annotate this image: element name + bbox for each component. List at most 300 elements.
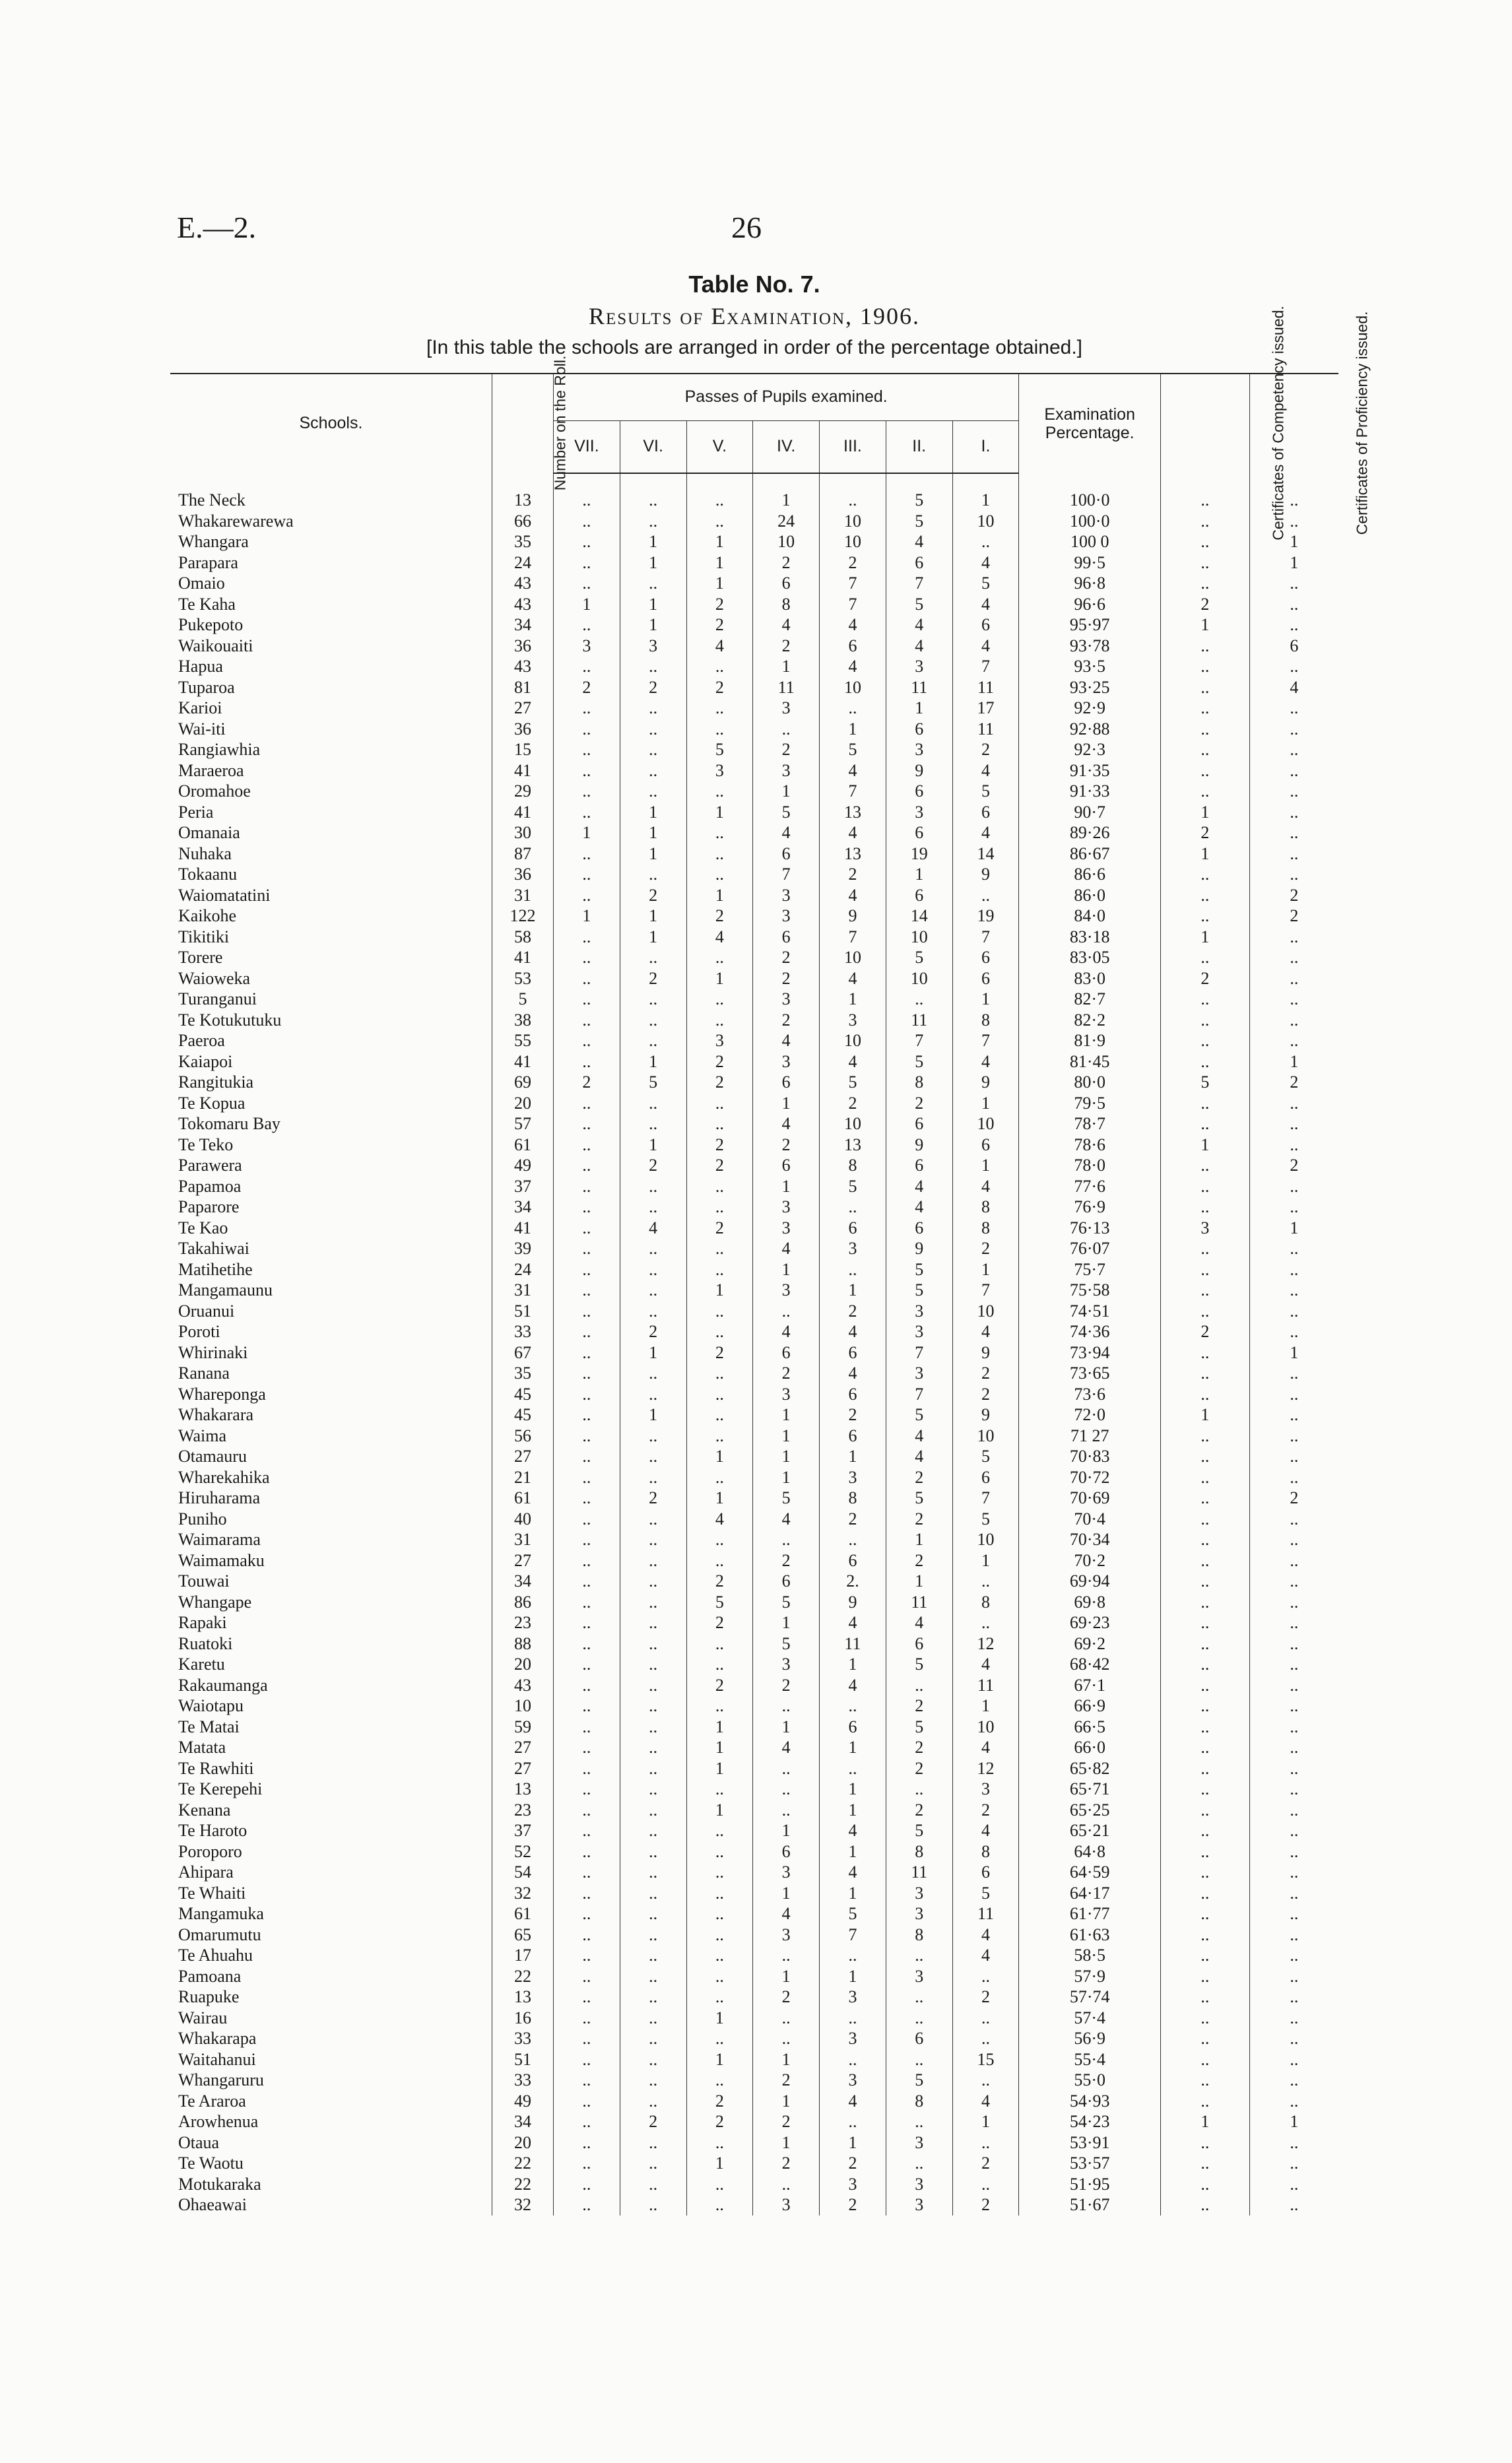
table-row xyxy=(170,1218,1338,1239)
grade-iv-cell: 7 xyxy=(753,864,820,885)
competency-cell: .. xyxy=(1161,1633,1250,1655)
competency-cell: 3 xyxy=(1161,1218,1250,1239)
percentage-cell: 70·72 xyxy=(1019,1467,1161,1488)
proficiency-cell: 2 xyxy=(1290,1488,1299,1507)
proficiency-cell: .. xyxy=(1290,1613,1299,1632)
grade-ii-cell: 7 xyxy=(886,1342,952,1363)
percentage-cell: 71 27 xyxy=(1019,1426,1161,1447)
grade-iii-cell: 1 xyxy=(820,1966,886,1987)
grade-vii-cell: .. xyxy=(554,1820,620,1841)
grade-v-cell: 5 xyxy=(686,739,753,760)
grade-vi-cell: .. xyxy=(620,1695,686,1717)
proficiency-cell: .. xyxy=(1290,1197,1299,1216)
roll-cell: 45 xyxy=(492,1384,553,1405)
grade-iv-cell: 1 xyxy=(753,1176,820,1197)
roll-cell: 65 xyxy=(492,1924,553,1946)
roll-cell: 20 xyxy=(492,2132,553,2153)
school-cell xyxy=(170,1862,492,1883)
percentage-cell: 66·0 xyxy=(1019,1737,1161,1758)
grade-i-cell: 4 xyxy=(952,760,1019,781)
grade-vi-cell: 1 xyxy=(620,1342,686,1363)
grade-vii-cell: .. xyxy=(554,947,620,968)
roll-cell: 22 xyxy=(492,2174,553,2195)
competency-cell: .. xyxy=(1161,473,1250,511)
header-grade-v: V. xyxy=(686,421,753,474)
proficiency-cell: .. xyxy=(1290,1862,1299,1882)
school-name: Ahipara xyxy=(178,1862,234,1882)
grade-vi-cell: .. xyxy=(620,1030,686,1051)
roll-cell: 5 xyxy=(492,989,553,1010)
grade-v-cell: .. xyxy=(686,719,753,740)
table-row xyxy=(170,1654,1338,1675)
grade-iv-cell: 2 xyxy=(753,636,820,657)
grade-v-cell: 1 xyxy=(686,2153,753,2174)
school-name: Te Araroa xyxy=(178,2091,246,2111)
school-cell xyxy=(170,1945,492,1966)
proficiency-cell: .. xyxy=(1290,1738,1299,1757)
grade-ii-cell: 4 xyxy=(886,636,952,657)
grade-iii-cell: .. xyxy=(820,2008,886,2029)
grade-iii-cell: 13 xyxy=(820,1134,886,1156)
grade-iv-cell: 2 xyxy=(753,1363,820,1384)
grade-iv-cell: 5 xyxy=(753,1592,820,1613)
grade-iv-cell: 4 xyxy=(753,1903,820,1924)
table-row xyxy=(170,531,1338,552)
grade-v-cell: .. xyxy=(686,1862,753,1883)
school-name: Wharekahika xyxy=(178,1467,270,1487)
grade-vii-cell: .. xyxy=(554,2153,620,2174)
competency-cell: .. xyxy=(1161,1883,1250,1904)
competency-cell: .. xyxy=(1161,1924,1250,1946)
grade-vii-cell: .. xyxy=(554,1717,620,1738)
grade-v-cell: .. xyxy=(686,1550,753,1571)
proficiency-cell: .. xyxy=(1290,1114,1299,1133)
roll-cell: 34 xyxy=(492,614,553,636)
roll-cell: 27 xyxy=(492,1737,553,1758)
grade-vi-cell: .. xyxy=(620,573,686,594)
grade-vi-cell: .. xyxy=(620,1363,686,1384)
competency-cell: .. xyxy=(1161,1259,1250,1280)
table-row xyxy=(170,1467,1338,1488)
roll-cell: 58 xyxy=(492,927,553,948)
proficiency-cell: 2 xyxy=(1290,1072,1299,1092)
grade-i-cell: 1 xyxy=(952,1259,1019,1280)
school-name: Waiomatatini xyxy=(178,885,271,905)
grade-v-cell: 5 xyxy=(686,1592,753,1613)
school-name: Motukaraka xyxy=(178,2174,261,2194)
grade-vii-cell: .. xyxy=(554,1654,620,1675)
competency-cell: .. xyxy=(1161,2070,1250,2091)
grade-iii-cell: 10 xyxy=(820,947,886,968)
competency-cell: .. xyxy=(1161,1446,1250,1467)
school-cell xyxy=(170,2153,492,2174)
grade-i-cell: 4 xyxy=(952,822,1019,843)
grade-ii-cell: 6 xyxy=(886,822,952,843)
grade-i-cell: 6 xyxy=(952,802,1019,823)
grade-ii-cell: 5 xyxy=(886,594,952,615)
grade-v-cell: 1 xyxy=(686,1800,753,1821)
table-row xyxy=(170,1321,1338,1342)
grade-ii-cell: .. xyxy=(886,2111,952,2132)
percentage-cell: 54·23 xyxy=(1019,2111,1161,2132)
table-row xyxy=(170,968,1338,989)
grade-iii-cell: 4 xyxy=(820,760,886,781)
school-name: Waimarama xyxy=(178,1530,261,1549)
percentage-cell: 66·9 xyxy=(1019,1695,1161,1717)
grade-iii-cell: .. xyxy=(820,473,886,511)
competency-cell: 5 xyxy=(1161,1072,1250,1093)
table-row xyxy=(170,2111,1338,2132)
grade-iv-cell: 6 xyxy=(753,1155,820,1176)
percentage-cell: 65·71 xyxy=(1019,1779,1161,1800)
roll-cell: 13 xyxy=(492,1779,553,1800)
grade-v-cell: 2 xyxy=(686,1612,753,1633)
school-name: Omarumutu xyxy=(178,1924,261,1944)
table-row xyxy=(170,947,1338,968)
table-row xyxy=(170,1363,1338,1384)
grade-iv-cell: 8 xyxy=(753,594,820,615)
proficiency-cell: .. xyxy=(1290,802,1299,822)
grade-i-cell: 6 xyxy=(952,614,1019,636)
grade-i-cell: 5 xyxy=(952,1509,1019,1530)
school-name: Otamauru xyxy=(178,1447,247,1466)
competency-cell: .. xyxy=(1161,1093,1250,1114)
school-name: Parawera xyxy=(178,1156,242,1175)
grade-ii-cell: 5 xyxy=(886,511,952,532)
grade-vii-cell: .. xyxy=(554,1633,620,1655)
grade-ii-cell: .. xyxy=(886,2049,952,2070)
roll-cell: 69 xyxy=(492,1072,553,1093)
competency-cell: .. xyxy=(1161,1467,1250,1488)
grade-v-cell: .. xyxy=(686,1529,753,1550)
grade-vi-cell: .. xyxy=(620,2070,686,2091)
grade-vi-cell: .. xyxy=(620,2132,686,2153)
grade-ii-cell: 14 xyxy=(886,905,952,927)
competency-cell: 1 xyxy=(1161,1134,1250,1156)
grade-ii-cell: 6 xyxy=(886,1633,952,1655)
grade-iv-cell: 1 xyxy=(753,1883,820,1904)
grade-vi-cell: .. xyxy=(620,1509,686,1530)
grade-iv-cell: .. xyxy=(753,1695,820,1717)
grade-ii-cell: 8 xyxy=(886,1841,952,1862)
school-cell xyxy=(170,1509,492,1530)
grade-i-cell: 1 xyxy=(952,1155,1019,1176)
grade-iv-cell: 5 xyxy=(753,802,820,823)
grade-vii-cell: 1 xyxy=(554,905,620,927)
page-number: 26 xyxy=(731,211,762,244)
school-cell xyxy=(170,656,492,677)
grade-v-cell: 3 xyxy=(686,760,753,781)
table-row xyxy=(170,1695,1338,1717)
school-name: Paeroa xyxy=(178,1031,225,1050)
roll-cell: 31 xyxy=(492,1529,553,1550)
grade-iii-cell: 7 xyxy=(820,927,886,948)
roll-cell: 61 xyxy=(492,1134,553,1156)
grade-ii-cell: 6 xyxy=(886,2028,952,2049)
grade-ii-cell: 3 xyxy=(886,1301,952,1322)
grade-vii-cell: .. xyxy=(554,1030,620,1051)
percentage-cell: 69·23 xyxy=(1019,1612,1161,1633)
proficiency-cell: .. xyxy=(1290,2049,1299,2069)
proficiency-cell: .. xyxy=(1290,1987,1299,2006)
grade-vii-cell: .. xyxy=(554,1966,620,1987)
percentage-cell: 57·9 xyxy=(1019,1966,1161,1987)
grade-vi-cell: .. xyxy=(620,1592,686,1613)
grade-iv-cell: 3 xyxy=(753,1384,820,1405)
grade-i-cell: 3 xyxy=(952,1779,1019,1800)
roll-cell: 31 xyxy=(492,1280,553,1301)
roll-cell: 16 xyxy=(492,2008,553,2029)
grade-vi-cell: .. xyxy=(620,1446,686,1467)
grade-ii-cell: .. xyxy=(886,989,952,1010)
percentage-cell: 100·0 xyxy=(1019,511,1161,532)
grade-v-cell: .. xyxy=(686,1841,753,1862)
grade-vi-cell: .. xyxy=(620,2194,686,2216)
proficiency-cell: .. xyxy=(1290,511,1299,531)
grade-vii-cell: 2 xyxy=(554,677,620,698)
grade-vii-cell: .. xyxy=(554,1903,620,1924)
grade-iii-cell: 4 xyxy=(820,1051,886,1072)
grade-iv-cell: 2 xyxy=(753,1550,820,1571)
grade-iii-cell: 1 xyxy=(820,1800,886,1821)
roll-cell: 51 xyxy=(492,1301,553,1322)
school-name: Oruanui xyxy=(178,1301,235,1321)
proficiency-cell: .. xyxy=(1290,2029,1299,2048)
school-name: Peria xyxy=(178,802,214,822)
competency-cell: .. xyxy=(1161,2008,1250,2029)
grade-iii-cell: 1 xyxy=(820,1280,886,1301)
grade-ii-cell: 5 xyxy=(886,1717,952,1738)
grade-ii-cell: 3 xyxy=(886,656,952,677)
grade-v-cell: .. xyxy=(686,1301,753,1322)
school-cell xyxy=(170,1633,492,1655)
grade-i-cell: 8 xyxy=(952,1592,1019,1613)
school-name: Te Kotukutuku xyxy=(178,1010,282,1030)
grade-vi-cell: .. xyxy=(620,1612,686,1633)
proficiency-cell: .. xyxy=(1290,1571,1299,1591)
grade-ii-cell: 8 xyxy=(886,1924,952,1946)
grade-v-cell: .. xyxy=(686,2070,753,2091)
school-cell xyxy=(170,1363,492,1384)
grade-ii-cell: 5 xyxy=(886,1280,952,1301)
grade-iii-cell: 1 xyxy=(820,1654,886,1675)
grade-iii-cell: 4 xyxy=(820,2091,886,2112)
grade-v-cell: 2 xyxy=(686,2091,753,2112)
percentage-cell: 100 0 xyxy=(1019,531,1161,552)
percentage-cell: 70·83 xyxy=(1019,1446,1161,1467)
competency-cell: .. xyxy=(1161,1758,1250,1779)
roll-cell: 53 xyxy=(492,968,553,989)
grade-vi-cell: 2 xyxy=(620,885,686,906)
competency-cell: .. xyxy=(1161,1800,1250,1821)
competency-cell: .. xyxy=(1161,1654,1250,1675)
grade-i-cell: 7 xyxy=(952,1280,1019,1301)
school-cell xyxy=(170,822,492,843)
roll-cell: 43 xyxy=(492,594,553,615)
competency-cell: 1 xyxy=(1161,927,1250,948)
roll-cell: 29 xyxy=(492,781,553,802)
competency-cell: .. xyxy=(1161,1426,1250,1447)
grade-iii-cell: .. xyxy=(820,1945,886,1966)
grade-vii-cell: .. xyxy=(554,1467,620,1488)
school-cell xyxy=(170,1592,492,1613)
roll-cell: 36 xyxy=(492,864,553,885)
competency-cell: .. xyxy=(1161,1612,1250,1633)
grade-vii-cell: .. xyxy=(554,1384,620,1405)
roll-cell: 23 xyxy=(492,1800,553,1821)
proficiency-cell: 1 xyxy=(1290,1342,1299,1362)
percentage-cell: 64·8 xyxy=(1019,1841,1161,1862)
grade-ii-cell: .. xyxy=(886,1779,952,1800)
grade-ii-cell: 3 xyxy=(886,1903,952,1924)
proficiency-cell: .. xyxy=(1290,1259,1299,1279)
grade-vii-cell: .. xyxy=(554,1010,620,1031)
school-cell xyxy=(170,927,492,948)
percentage-cell: 92·88 xyxy=(1019,719,1161,740)
grade-i-cell: 4 xyxy=(952,552,1019,574)
competency-cell: .. xyxy=(1161,1384,1250,1405)
grade-vi-cell: 1 xyxy=(620,822,686,843)
school-name: Wairau xyxy=(178,2008,228,2027)
header-roll: Number on the Roll. xyxy=(492,374,553,473)
grade-iv-cell: 2 xyxy=(753,1010,820,1031)
grade-v-cell: .. xyxy=(686,1820,753,1841)
proficiency-cell: .. xyxy=(1290,719,1299,739)
grade-ii-cell: 4 xyxy=(886,1446,952,1467)
school-cell xyxy=(170,1737,492,1758)
grade-iii-cell: 13 xyxy=(820,843,886,865)
grade-vi-cell: .. xyxy=(620,1280,686,1301)
grade-iii-cell: 8 xyxy=(820,1155,886,1176)
grade-iv-cell: 1 xyxy=(753,1717,820,1738)
grade-vi-cell: .. xyxy=(620,1550,686,1571)
percentage-cell: 83·0 xyxy=(1019,968,1161,989)
school-cell xyxy=(170,1301,492,1322)
table-row xyxy=(170,1717,1338,1738)
grade-vi-cell: .. xyxy=(620,1945,686,1966)
grade-iii-cell: 4 xyxy=(820,614,886,636)
competency-cell: .. xyxy=(1161,1862,1250,1883)
grade-v-cell: .. xyxy=(686,843,753,865)
percentage-cell: 57·74 xyxy=(1019,1987,1161,2008)
grade-vi-cell: .. xyxy=(620,1820,686,1841)
grade-i-cell: 4 xyxy=(952,1820,1019,1841)
grade-iii-cell: .. xyxy=(820,1259,886,1280)
school-cell xyxy=(170,1321,492,1342)
percentage-cell: 57·4 xyxy=(1019,2008,1161,2029)
table-row xyxy=(170,927,1338,948)
grade-ii-cell: 9 xyxy=(886,1134,952,1156)
grade-iv-cell: 3 xyxy=(753,760,820,781)
grade-v-cell: .. xyxy=(686,1924,753,1946)
grade-i-cell: 2 xyxy=(952,1987,1019,2008)
grade-iii-cell: 5 xyxy=(820,1072,886,1093)
grade-vi-cell: .. xyxy=(620,1197,686,1218)
grade-v-cell: 2 xyxy=(686,1134,753,1156)
grade-iv-cell: 3 xyxy=(753,1280,820,1301)
roll-cell: 41 xyxy=(492,947,553,968)
grade-iii-cell: 4 xyxy=(820,1363,886,1384)
grade-iii-cell: 4 xyxy=(820,968,886,989)
table-row xyxy=(170,1550,1338,1571)
proficiency-cell: .. xyxy=(1290,1633,1299,1653)
percentage-cell: 75·58 xyxy=(1019,1280,1161,1301)
grade-iv-cell: 3 xyxy=(753,1862,820,1883)
grade-i-cell: 2 xyxy=(952,1238,1019,1259)
grade-i-cell: 1 xyxy=(952,473,1019,511)
grade-iii-cell: 2 xyxy=(820,2194,886,2216)
percentage-cell: 77·6 xyxy=(1019,1176,1161,1197)
grade-iii-cell: 4 xyxy=(820,1612,886,1633)
grade-vi-cell: .. xyxy=(620,1259,686,1280)
school-name: Rakaumanga xyxy=(178,1675,268,1695)
grade-i-cell: 12 xyxy=(952,1758,1019,1779)
grade-iii-cell: 2 xyxy=(820,2153,886,2174)
grade-i-cell: 7 xyxy=(952,1030,1019,1051)
school-name: Hapua xyxy=(178,657,223,676)
grade-iv-cell: 2 xyxy=(753,1675,820,1696)
grade-ii-cell: 5 xyxy=(886,473,952,511)
grade-i-cell: 6 xyxy=(952,1134,1019,1156)
proficiency-cell: .. xyxy=(1290,490,1299,509)
grade-vi-cell: .. xyxy=(620,1384,686,1405)
grade-vi-cell: 2 xyxy=(620,968,686,989)
grade-iii-cell: .. xyxy=(820,2049,886,2070)
percentage-cell: 70·34 xyxy=(1019,1529,1161,1550)
percentage-cell: 56·9 xyxy=(1019,2028,1161,2049)
competency-cell: .. xyxy=(1161,1010,1250,1031)
school-name: Wai-iti xyxy=(178,719,226,739)
percentage-cell: 55·4 xyxy=(1019,2049,1161,2070)
grade-v-cell: 1 xyxy=(686,573,753,594)
grade-v-cell: 1 xyxy=(686,885,753,906)
grade-vi-cell: .. xyxy=(620,1862,686,1883)
grade-iv-cell: 2 xyxy=(753,552,820,574)
school-name: Te Ahuahu xyxy=(178,1946,253,1965)
school-cell xyxy=(170,1987,492,2008)
grade-iv-cell: .. xyxy=(753,1758,820,1779)
percentage-cell: 86·0 xyxy=(1019,885,1161,906)
grade-i-cell: 7 xyxy=(952,1488,1019,1509)
percentage-cell: 93·5 xyxy=(1019,656,1161,677)
grade-vi-cell: 1 xyxy=(620,905,686,927)
grade-vi-cell: .. xyxy=(620,1529,686,1550)
grade-iv-cell: .. xyxy=(753,1301,820,1322)
percentage-cell: 53·91 xyxy=(1019,2132,1161,2153)
school-name: Rapaki xyxy=(178,1613,227,1632)
percentage-cell: 64·17 xyxy=(1019,1883,1161,1904)
school-cell xyxy=(170,1155,492,1176)
school-cell xyxy=(170,2132,492,2153)
grade-ii-cell: .. xyxy=(886,2008,952,2029)
grade-v-cell: .. xyxy=(686,1259,753,1280)
grade-i-cell: 10 xyxy=(952,1301,1019,1322)
grade-vii-cell: .. xyxy=(554,1176,620,1197)
grade-iii-cell: 2 xyxy=(820,552,886,574)
grade-iii-cell: 4 xyxy=(820,822,886,843)
school-name: Waikouaiti xyxy=(178,636,253,655)
grade-iv-cell: .. xyxy=(753,1945,820,1966)
grade-i-cell: 12 xyxy=(952,1633,1019,1655)
grade-iii-cell: 1 xyxy=(820,1779,886,1800)
proficiency-cell: 4 xyxy=(1290,677,1299,697)
grade-v-cell: 1 xyxy=(686,1717,753,1738)
school-name: Waioweka xyxy=(178,968,251,988)
competency-cell: .. xyxy=(1161,2153,1250,2174)
grade-ii-cell: .. xyxy=(886,2153,952,2174)
table-row xyxy=(170,1820,1338,1841)
roll-cell: 40 xyxy=(492,1509,553,1530)
